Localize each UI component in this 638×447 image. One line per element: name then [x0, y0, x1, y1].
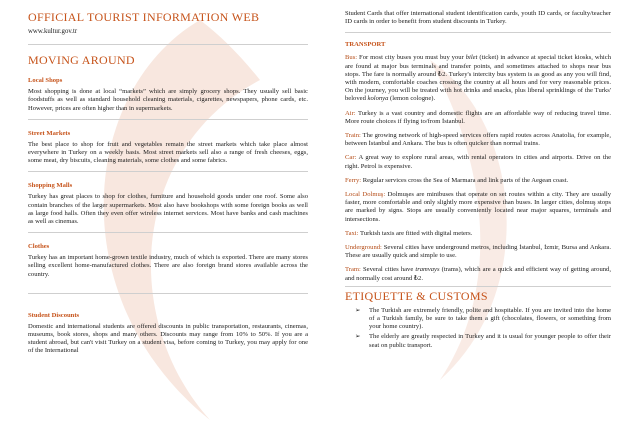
air-paragraph	[345, 110, 611, 126]
divider	[28, 293, 308, 294]
student-discounts-heading: Student Discounts	[28, 311, 80, 319]
local-shops-heading: Local Shops	[28, 77, 63, 85]
divider	[28, 232, 308, 233]
etiquette-item-text: The elderly are greatly respected in Turkey and it is usual for younger people to offer their seat on public transport.	[369, 333, 611, 349]
right-column	[345, 10, 611, 350]
etiquette-list	[345, 307, 611, 350]
dolmus-paragraph	[345, 191, 611, 224]
underground-text: Several cities have underground metros, including İstanbul, İzmir, Bursa and Ankara. These are usually quick and simple to use.	[345, 244, 611, 260]
shopping-malls-heading: Shopping Malls	[28, 182, 73, 190]
tram-paragraph	[345, 266, 611, 282]
bus-paragraph	[345, 54, 611, 103]
list-item	[345, 307, 611, 332]
clothes-text: Turkey has an important home-grown textile industry, much of which is exported. There are many stores selling excellent home-manufactured clothes. There are also foreign brand stores available across the country.	[28, 254, 308, 278]
bus-italic-kolonya: kolonya	[367, 95, 389, 103]
underground-label: Underground:	[345, 244, 382, 252]
clothes-heading: Clothes	[28, 243, 50, 251]
arrow-bullet-icon: ➢	[355, 333, 361, 341]
car-label: Car:	[345, 154, 357, 162]
bus-label: Bus:	[345, 54, 358, 62]
divider	[345, 32, 611, 33]
student-discounts-text: Domestic and international students are offered discounts in public transportation, restaurants, cinemas, museums, book stores, shops and many others. Discounts may range from 10% to 50%. If you are a student abroad, but can't visit Turkey on a student visa, before coming to Turkey, you may apply for one of the International	[28, 322, 308, 355]
car-paragraph	[345, 154, 611, 170]
dolmus-label: Local Dolmuş:	[345, 191, 386, 199]
arrow-bullet-icon: ➢	[355, 306, 361, 314]
shopping-malls-text: Turkey has great places to shop for clothes, furniture and household goods under one roof. Some also contain branches of the larger supermarkets. Most also have bookshops with some foreign books as well as large food halls. Often they even offer wireless internet services. Most have banks and cash machines as well as cinemas.	[28, 193, 308, 226]
air-text: Turkey is a vast country and domestic flights are an affordable way of reducing travel time. More route choices if flying to/from İstanbul.	[345, 109, 611, 125]
taxi-paragraph	[345, 230, 611, 238]
train-paragraph	[345, 132, 611, 148]
underground-paragraph	[345, 244, 611, 260]
etiquette-item-text: The Turkish are extremely friendly, polite and hospitable. If you are invited into the home of a Turkish family, be sure to take them a gift (chocolates, flowers, or something from your home country).	[369, 306, 611, 331]
ferry-paragraph	[345, 177, 611, 185]
bus-text-b: (ticket) in advance at special ticket kiosks, which are found at major bus terminals and transfer points, and sometimes attached to shops near bus stops. The fare is normally around ₺2. Turkey's intercity bus system is as good as any you will find, with modern, comfortable coaches crossing the country at all hours and for very reasonable prices. On the journey, you will be treated with hot drinks and snacks, plus liberal sprinklings of the Turks' beloved	[345, 54, 611, 103]
tram-text-b: (trams), which are a quick and efficient way of getting around, and normally cost around ₺2.	[345, 266, 611, 282]
divider	[28, 171, 308, 172]
bus-text-c: (lemon cologne).	[388, 95, 436, 103]
ferry-text: Regular services cross the Sea of Marmara and link parts of the Aegean coast.	[361, 176, 569, 184]
dolmus-text: Dolmuşes are minibuses that operate on set routes within a city. They are usually faster, more comfortable and only slightly more expensive than buses. In larger cities, dolmuş stops are marked by signs. Stops are usually conveniently located near major squares, terminals and intersections.	[345, 191, 611, 223]
moving-around-title: MOVING AROUND	[28, 53, 135, 68]
street-markets-text: The best place to shop for fruit and vegetables remain the street markets which take place almost everywhere in Turkey on a weekly basis. Most street markets sell also a range of fresh cheeses, eggs, some meat, dry biscuits, cleaning materials, some clothes and some fabrics.	[28, 140, 308, 165]
bus-text-a: For most city buses you must buy your	[357, 54, 466, 62]
tram-text-a: Several cities have	[360, 266, 416, 274]
divider	[28, 44, 308, 45]
etiquette-customs-title: ETIQUETTE & CUSTOMS	[345, 288, 488, 303]
student-cards-continued-text: Student Cards that offer international student identification cards, youth ID cards, or faculty/teacher ID cards in order to benefit from student discounts in Turkey.	[345, 10, 611, 26]
list-item	[345, 333, 611, 349]
taxi-label: Taxi:	[345, 229, 359, 237]
tram-italic: tramvays	[415, 266, 440, 274]
train-label: Train:	[345, 132, 361, 140]
tourist-url[interactable]: www.kultur.gov.tr	[28, 28, 78, 35]
divider	[345, 286, 611, 287]
transport-heading: TRANSPORT	[345, 41, 386, 49]
official-tourist-title: OFFICIAL TOURIST INFORMATION WEB	[28, 10, 260, 24]
street-markets-heading: Street Markets	[28, 129, 71, 137]
local-shops-text: Most shopping is done at local “markets” which are simply grocery shops. They usually sell basic foodstuffs as well as standard household cleaning materials, cigarettes, newspapers, phone cards, etc. However, prices are often higher than in supermarkets.	[28, 88, 308, 112]
taxi-text: Turkish taxis are fitted with digital meters.	[358, 229, 473, 237]
air-label: Air:	[345, 109, 356, 117]
bus-italic-bilet: bilet	[465, 54, 478, 62]
car-text: A great way to explore rural areas, with rental operators in cities and airports. Drive on the right. Petrol is expensive.	[345, 154, 611, 170]
ferry-label: Ferry:	[345, 176, 362, 184]
tram-label: Tram:	[345, 266, 361, 274]
train-text: The growing network of high-speed services offers rapid routes across Anatolia, for example, between İstanbul and Ankara. The bus is often quicker than normal trains.	[345, 132, 611, 148]
divider	[28, 119, 308, 120]
left-column	[28, 10, 308, 356]
